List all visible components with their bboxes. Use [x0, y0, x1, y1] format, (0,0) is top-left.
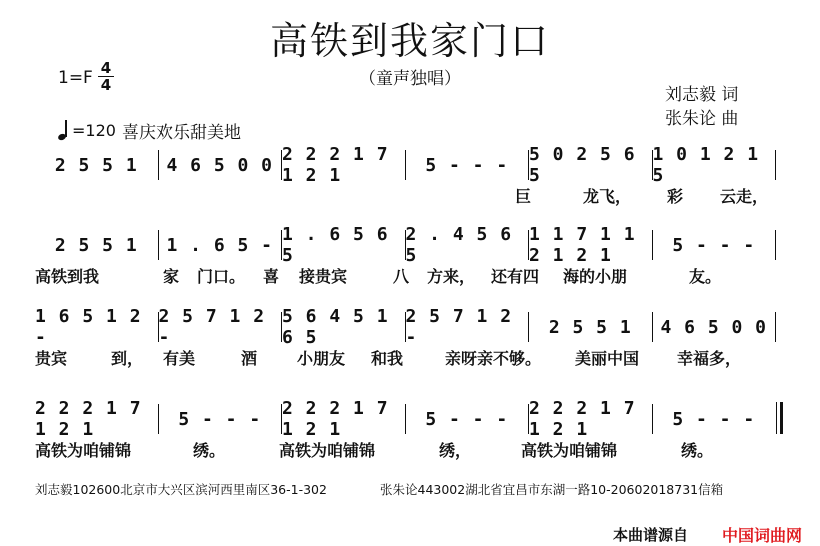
lyric-segment: 门口。: [197, 267, 246, 286]
song-subtitle: （童声独唱）: [359, 69, 461, 89]
composer-address: 张朱论443002湖北省宜昌市东湖一路10-20602018731信箱: [380, 482, 724, 497]
lyric-segment: 喜: [263, 267, 280, 286]
lyric-segment: 幸福多，: [677, 349, 742, 368]
notes-row: [35, 224, 776, 266]
lyric-segment: 绣，: [439, 441, 472, 460]
lyric-segment: 云走，: [720, 187, 769, 206]
measure: 2 . 4 5 6 5: [405, 230, 529, 260]
quarter-note-icon: [58, 120, 68, 140]
measure: 5 - - -: [158, 404, 282, 434]
lyric-segment: 巨: [515, 187, 532, 206]
lyric-segment: 还有四: [491, 267, 540, 286]
lyric-segment: 高铁到我: [35, 267, 100, 286]
source-label: 本曲谱源自: [613, 526, 689, 544]
lyric-segment: 亲呀亲不够。: [445, 349, 542, 368]
lyric-segment: 高铁为咱铺锦: [35, 441, 132, 460]
measure: 1 1 7 1 1 2 1 2 1: [528, 230, 652, 260]
measure: 2 5 7 1 2 -: [405, 312, 529, 342]
measure: 4 6 5 0 0: [158, 150, 282, 180]
lyric-segment: 贵宾: [35, 349, 68, 368]
tempo-value: =120: [72, 120, 116, 140]
measure: 2 5 5 1: [54, 154, 138, 176]
time-signature: [98, 60, 114, 93]
measure: 5 6 4 5 1 6 5: [281, 312, 405, 342]
lyric-segment: 有美: [163, 349, 196, 368]
measure: 1 . 6 5 6 5: [281, 230, 405, 260]
lyric-segment: 家: [163, 267, 180, 286]
barline: [776, 402, 778, 434]
lyric-segment: 高铁为咱铺锦: [521, 441, 618, 460]
measure: 2 2 2 1 7 1 2 1: [281, 150, 405, 180]
song-title: 高铁到我家门口: [269, 19, 550, 63]
composer-credit: 张朱论 曲: [665, 109, 739, 129]
measure: 5 - - -: [652, 404, 776, 434]
measure: 1 . 6 5 -: [158, 230, 282, 260]
lyric-segment: 接贵宾: [299, 267, 348, 286]
measure: 2 2 2 1 7 1 2 1: [281, 404, 405, 434]
expression-marking: 喜庆欢乐甜美地: [122, 123, 241, 143]
time-signature-top: 4: [98, 60, 114, 77]
lyric-segment: 和我: [371, 349, 404, 368]
measure: 2 5 5 1: [54, 234, 138, 256]
lyric-segment: 龙飞，: [583, 187, 632, 206]
final-barline: [780, 402, 783, 434]
measure: 5 - - -: [405, 150, 529, 180]
lyric-segment: 八: [393, 267, 410, 286]
lyric-segment: 海的小朋: [563, 267, 628, 286]
notes-row: [35, 398, 775, 440]
measure: 1 0 1 2 1 5: [652, 150, 776, 180]
lyric-segment: 友。: [689, 267, 722, 286]
lyric-segment: 彩: [667, 187, 684, 206]
lyricist-address: 刘志毅102600北京市大兴区滨河西里南区36-1-302: [35, 482, 327, 497]
measure: 2 2 2 1 7 1 2 1: [528, 404, 652, 434]
lyric-segment: 到，: [111, 349, 144, 368]
notes-row: [35, 144, 776, 186]
measure: 2 5 5 1: [528, 312, 652, 342]
lyricist-credit: 刘志毅 词: [665, 85, 739, 105]
key-signature: 1=F: [58, 68, 93, 88]
lyric-segment: 方来，: [427, 267, 476, 286]
measure: 5 - - -: [652, 230, 776, 260]
measure: 5 0 2 5 6 5: [528, 150, 652, 180]
lyric-segment: 小朋友: [297, 349, 346, 368]
source-site-link[interactable]: 中国词曲网: [722, 526, 803, 545]
lyric-segment: 绣。: [193, 441, 226, 460]
measure: 2 5 7 1 2 -: [158, 312, 282, 342]
lyric-segment: 美丽中国: [575, 349, 640, 368]
notes-row: [35, 306, 776, 348]
measure: 1 6 5 1 2 -: [35, 306, 142, 348]
measure: 2 2 2 1 7 1 2 1: [35, 398, 142, 440]
measure: 5 - - -: [405, 404, 529, 434]
measure: 4 6 5 0 0: [652, 312, 776, 342]
lyric-segment: 高铁为咱铺锦: [279, 441, 376, 460]
time-signature-bottom: 4: [100, 76, 112, 94]
tempo-marking: [58, 120, 116, 140]
lyric-segment: 绣。: [681, 441, 714, 460]
lyric-segment: 酒: [241, 349, 258, 368]
